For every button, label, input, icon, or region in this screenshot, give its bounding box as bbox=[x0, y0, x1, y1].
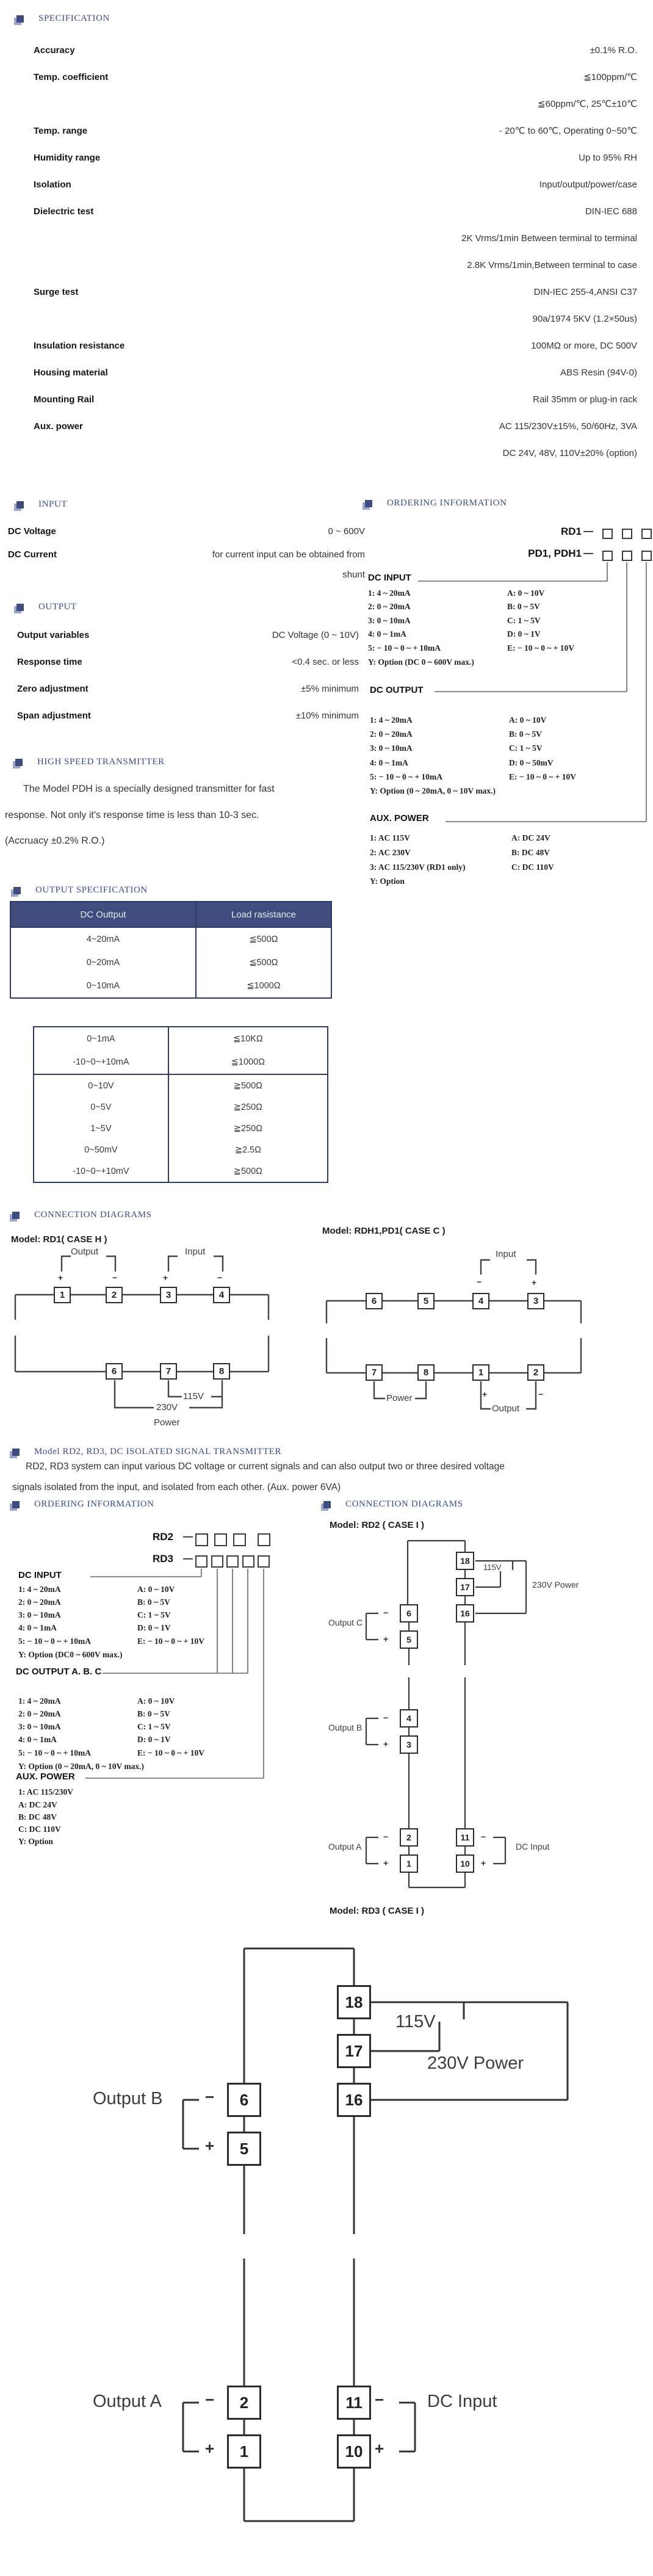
hst-paragraph-line: (Accruacy ±0.2% R.O.) bbox=[5, 836, 105, 846]
ordering-item: 3: 0 ~ 10mA bbox=[18, 1722, 61, 1731]
model-code-dash: — bbox=[583, 548, 593, 559]
minus-sign: − bbox=[477, 1277, 482, 1287]
minus-sign: − bbox=[538, 1389, 544, 1399]
ordering-item: 3: AC 115/230V (RD1 only) bbox=[370, 863, 466, 872]
spec-label: Isolation bbox=[34, 179, 71, 190]
spec-value: DIN-IEC 688 bbox=[585, 206, 637, 217]
table-row bbox=[34, 1051, 327, 1074]
spec-value: Input/output/power/case bbox=[539, 179, 637, 190]
minus-sign: − bbox=[383, 1713, 389, 1723]
terminal-box: 1 bbox=[54, 1287, 71, 1303]
voltage-label-230v: 230V bbox=[156, 1402, 178, 1413]
ordering-item: D: 0 ~ 1V bbox=[507, 629, 541, 639]
minus-sign: − bbox=[205, 2088, 215, 2106]
plus-sign: + bbox=[383, 1858, 389, 1868]
ordering-item: E: − 10 ~ 0 ~ + 10V bbox=[137, 1748, 205, 1757]
ordering-item-option: Y: Option (DC 0 ~ 600V max.) bbox=[368, 657, 474, 667]
model-code-pd1-pdh1: PD1, PDH1 bbox=[528, 548, 582, 559]
plus-sign: + bbox=[383, 1739, 389, 1749]
spec-label: Humidity range bbox=[34, 152, 101, 163]
ordering-item: D: 0 ~ 50mV bbox=[509, 758, 554, 767]
output-label: Span adjustment bbox=[17, 710, 91, 721]
ordering-item: 2: 0 ~ 20mA bbox=[18, 1597, 61, 1607]
power-label: Power bbox=[386, 1393, 413, 1403]
input-label: DC Voltage bbox=[8, 526, 56, 537]
section-title: OUTPUT bbox=[38, 602, 77, 612]
group-label-aux-power: AUX. POWER bbox=[370, 813, 429, 823]
ordering-item: 1: 4 ~ 20mA bbox=[18, 1696, 61, 1706]
output-row bbox=[0, 703, 366, 728]
section-bullet-icon bbox=[13, 887, 21, 894]
voltage-label-115v: 115V bbox=[483, 1563, 502, 1572]
hst-paragraph-line: The Model PDH is a specially designed transmitter for fast bbox=[23, 784, 275, 794]
ordering-item: C: 1 ~ 5V bbox=[137, 1610, 171, 1619]
group-label-dc-input: DC INPUT bbox=[368, 573, 411, 583]
case-c-wiring bbox=[317, 1245, 653, 1435]
table-cell: ≦10KΩ bbox=[233, 1034, 263, 1044]
spec-row bbox=[0, 225, 653, 251]
ordering-item: 5: − 10 ~ 0 ~ + 10mA bbox=[18, 1748, 92, 1757]
spec-row bbox=[0, 117, 653, 144]
input-value-wrap: shunt bbox=[342, 570, 365, 580]
minus-sign: − bbox=[217, 1273, 223, 1283]
dc-input-label: DC Input bbox=[516, 1842, 550, 1851]
output-spec-table-2 bbox=[33, 1026, 328, 1183]
section-title: INPUT bbox=[38, 499, 68, 509]
voltage-label-115v: 115V bbox=[395, 2012, 436, 2031]
model-code-dash: — bbox=[183, 1554, 193, 1564]
model-code-rd2: RD2 bbox=[153, 1531, 174, 1543]
model-code-dash: — bbox=[183, 1532, 193, 1542]
output-label: Zero adjustment bbox=[17, 683, 88, 694]
ordering-item: C: 1 ~ 5V bbox=[507, 616, 541, 625]
plus-sign: + bbox=[58, 1273, 63, 1283]
ordering-item: 2: AC 230V bbox=[370, 848, 411, 857]
terminal-box: 2 bbox=[106, 1287, 123, 1303]
table-cell: ≧250Ω bbox=[233, 1102, 262, 1112]
table-row bbox=[34, 1074, 327, 1096]
ordering-item: 4: 0 ~ 1mA bbox=[370, 758, 408, 767]
table-cell: ≦500Ω bbox=[249, 935, 278, 944]
output-label: Response time bbox=[17, 656, 82, 667]
spec-value: ±0.1% R.O. bbox=[590, 45, 637, 56]
output-bracket-label: Output bbox=[71, 1246, 99, 1257]
rd23-paragraph-line: RD2, RD3 system can input various DC voltage or current signals and can also output two or three desired voltage bbox=[26, 1461, 505, 1472]
table-cell: -10~0~+10mV bbox=[34, 1160, 169, 1182]
code-digit-box bbox=[622, 529, 632, 539]
section-header-input bbox=[16, 499, 67, 510]
terminal-box: 4 bbox=[213, 1287, 230, 1303]
section-title: ORDERING INFORMATION bbox=[34, 1499, 154, 1509]
minus-sign: − bbox=[375, 2390, 384, 2409]
ordering-item: E: − 10 ~ 0 ~ + 10V bbox=[509, 772, 577, 781]
section-title: Model RD2, RD3, DC ISOLATED SIGNAL TRANSMITTER bbox=[34, 1447, 282, 1456]
section-header-ordering-info bbox=[365, 498, 507, 508]
section-title: CONNECTION DIAGRAMS bbox=[34, 1210, 152, 1220]
table-row bbox=[11, 928, 331, 951]
section-bullet-icon bbox=[12, 1212, 20, 1219]
section-bullet-icon bbox=[323, 1501, 331, 1508]
spec-label: Surge test bbox=[34, 286, 79, 297]
section-title: ORDERING INFORMATION bbox=[387, 498, 507, 508]
ordering-item: B: DC 48V bbox=[511, 848, 550, 857]
spec-row bbox=[0, 198, 653, 225]
table-cell: ≦500Ω bbox=[249, 958, 278, 968]
table-cell: ≧2.5Ω bbox=[234, 1145, 261, 1155]
ordering-item: D: 0 ~ 1V bbox=[137, 1623, 171, 1632]
ordering-item: A: 0 ~ 10V bbox=[137, 1696, 175, 1706]
terminal-box: 18 bbox=[456, 1552, 474, 1570]
output-b-label: Output B bbox=[328, 1723, 363, 1732]
section-header-output bbox=[16, 602, 77, 612]
terminal-box: 4 bbox=[472, 1293, 489, 1309]
diagram-model-label-case-c: Model: RDH1,PD1( CASE C ) bbox=[322, 1226, 446, 1236]
table-cell: 1~5V bbox=[34, 1118, 169, 1139]
minus-sign: − bbox=[481, 1832, 486, 1842]
section-bullet-icon bbox=[12, 1501, 20, 1508]
plus-sign: + bbox=[205, 2136, 215, 2155]
section-header-connection-diagrams bbox=[12, 1210, 152, 1220]
ordering-item: A: DC 24V bbox=[511, 833, 550, 842]
table-cell: ≦1000Ω bbox=[247, 981, 281, 991]
section-title: HIGH SPEED TRANSMITTER bbox=[37, 757, 165, 767]
group-label-dc-output: DC OUTPUT bbox=[370, 685, 424, 695]
output-c-label: Output C bbox=[328, 1618, 363, 1627]
spec-label: Temp. coefficient bbox=[34, 71, 109, 82]
ordering-item-option: Y: Option (0 ~ 20mA, 0 ~ 10V max.) bbox=[370, 786, 496, 795]
spec-row bbox=[0, 144, 653, 171]
output-label: Output variables bbox=[17, 629, 90, 640]
ordering-item: 5: − 10 ~ 0 ~ + 10mA bbox=[368, 643, 441, 653]
terminal-box: 1 bbox=[400, 1854, 418, 1873]
terminal-box: 4 bbox=[400, 1709, 418, 1728]
terminal-box: 3 bbox=[160, 1287, 177, 1303]
table-row bbox=[34, 1027, 327, 1051]
table-cell: -10~0~+10mA bbox=[34, 1051, 169, 1074]
output-spec-table-1 bbox=[10, 901, 332, 999]
spec-value: 100MΩ or more, DC 500V bbox=[531, 340, 637, 351]
spec-row bbox=[0, 171, 653, 198]
ordering-item: 2: 0 ~ 20mA bbox=[370, 729, 413, 739]
section-bullet-icon bbox=[12, 1449, 20, 1456]
ordering-item: 2: 0 ~ 20mA bbox=[18, 1709, 61, 1718]
ordering-item-option: Y: Option (0 ~ 20mA, 0 ~ 10V max.) bbox=[18, 1762, 145, 1771]
model-code-dash: — bbox=[583, 526, 593, 537]
ordering-item: C: 1 ~ 5V bbox=[137, 1722, 171, 1731]
spec-value: Rail 35mm or plug-in rack bbox=[533, 394, 637, 405]
table-cell: ≦1000Ω bbox=[231, 1057, 265, 1067]
terminal-box: 5 bbox=[227, 2132, 261, 2166]
terminal-box: 11 bbox=[337, 2386, 371, 2420]
spec-row bbox=[0, 386, 653, 413]
ordering-item: C: 1 ~ 5V bbox=[509, 743, 543, 753]
table-row bbox=[34, 1139, 327, 1160]
minus-sign: − bbox=[112, 1273, 118, 1283]
spec-label: Housing material bbox=[34, 367, 108, 378]
ordering-item: B: 0 ~ 5V bbox=[137, 1709, 170, 1718]
terminal-box: 8 bbox=[417, 1364, 435, 1381]
diagram-model-label-case-h: Model: RD1( CASE H ) bbox=[11, 1234, 107, 1245]
spec-label: Aux. power bbox=[34, 421, 83, 432]
code-digit-box bbox=[602, 529, 613, 539]
ordering-item: E: − 10 ~ 0 ~ + 10V bbox=[507, 643, 575, 653]
ordering-item: 1: 4 ~ 20mA bbox=[368, 588, 411, 598]
ordering-item: 5: − 10 ~ 0 ~ + 10mA bbox=[370, 772, 443, 781]
section-bullet-icon bbox=[16, 15, 24, 23]
table-cell: ≧250Ω bbox=[233, 1123, 262, 1134]
terminal-box: 7 bbox=[160, 1363, 177, 1380]
spec-row bbox=[0, 413, 653, 440]
spec-value: ABS Resin (94V-0) bbox=[560, 367, 637, 378]
terminal-box: 2 bbox=[227, 2386, 261, 2420]
terminal-box: 17 bbox=[337, 2034, 371, 2068]
ordering-item: Y: Option bbox=[18, 1837, 53, 1846]
spec-row bbox=[0, 332, 653, 359]
input-value: for current input can be obtained from bbox=[212, 549, 365, 560]
ordering-item: 2: 0 ~ 20mA bbox=[368, 602, 411, 611]
ordering-item: 4: 0 ~ 1mA bbox=[368, 629, 406, 639]
output-value: <0.4 sec. or less bbox=[292, 656, 359, 667]
ordering-item: 3: 0 ~ 10mA bbox=[370, 743, 413, 753]
table-cell: 0~50mV bbox=[34, 1139, 169, 1160]
plus-sign: + bbox=[383, 1634, 389, 1644]
spec-value: ≦100ppm/℃ bbox=[583, 72, 637, 82]
terminal-box: 3 bbox=[527, 1293, 544, 1309]
section-bullet-icon bbox=[16, 501, 24, 508]
hst-paragraph-line: response. Not only it's response time is less than 10-3 sec. bbox=[5, 810, 259, 820]
ordering-item: D: 0 ~ 1V bbox=[137, 1735, 171, 1744]
input-bracket-label: Input bbox=[496, 1249, 516, 1259]
output-value: ±10% minimum bbox=[295, 710, 359, 721]
ordering-item-option: Y: Option bbox=[370, 877, 405, 886]
spec-row bbox=[0, 305, 653, 332]
table-header-row bbox=[11, 902, 331, 928]
ordering-item: A: 0 ~ 10V bbox=[507, 588, 545, 598]
ordering-item: A: 0 ~ 10V bbox=[509, 715, 547, 725]
output-bracket-label: Output bbox=[492, 1403, 520, 1414]
output-a-label: Output A bbox=[328, 1842, 362, 1851]
terminal-box: 2 bbox=[527, 1364, 544, 1381]
ordering-item: 3: 0 ~ 10mA bbox=[18, 1610, 61, 1619]
voltage-label-230v-power: 230V Power bbox=[532, 1580, 579, 1590]
table-row bbox=[11, 974, 331, 997]
section-title: CONNECTION DIAGRAMS bbox=[345, 1499, 463, 1509]
spec-row bbox=[0, 359, 653, 386]
ordering-item: A: 0 ~ 10V bbox=[137, 1585, 175, 1594]
voltage-label-115v: 115V bbox=[183, 1391, 204, 1402]
ordering-item: 1: 4 ~ 20mA bbox=[18, 1585, 61, 1594]
spec-row bbox=[0, 440, 653, 466]
ordering-item: 4: 0 ~ 1mA bbox=[18, 1623, 57, 1632]
diagram-model-label-rd2: Model: RD2 ( CASE I ) bbox=[330, 1520, 425, 1530]
output-row bbox=[0, 649, 366, 674]
spec-value: AC 115/230V±15%, 50/60Hz, 3VA bbox=[499, 421, 637, 432]
plus-sign: + bbox=[205, 2439, 215, 2458]
group-label-aux-power: AUX. POWER bbox=[16, 1771, 75, 1782]
spec-label: Temp. range bbox=[34, 125, 88, 136]
spec-row bbox=[0, 63, 653, 90]
group-label-dc-output-abc: DC OUTPUT A. B. C bbox=[16, 1666, 102, 1677]
code-digit-box bbox=[641, 529, 652, 539]
input-label: DC Current bbox=[8, 549, 57, 560]
terminal-box: 16 bbox=[456, 1604, 474, 1623]
table-row bbox=[34, 1096, 327, 1118]
section-header-high-speed-transmitter bbox=[15, 757, 165, 767]
plus-sign: + bbox=[481, 1858, 486, 1868]
spec-value: DIN-IEC 255-4,ANSI C37 bbox=[533, 286, 637, 297]
output-row bbox=[0, 676, 366, 701]
spec-row bbox=[0, 90, 653, 117]
table-cell: 0~5V bbox=[34, 1096, 169, 1118]
terminal-box: 6 bbox=[227, 2083, 261, 2117]
spec-label: Mounting Rail bbox=[34, 394, 95, 405]
spec-value: 2.8K Vrms/1min,Between terminal to case bbox=[467, 259, 637, 270]
diagram-model-label-rd3: Model: RD3 ( CASE I ) bbox=[330, 1906, 425, 1916]
spec-value: Up to 95% RH bbox=[579, 152, 637, 163]
spec-value: 90a/1974 5KV (1.2×50us) bbox=[532, 313, 637, 324]
table-header-cell: DC Outtput bbox=[11, 902, 197, 927]
spec-label: Dielectric test bbox=[34, 206, 94, 217]
section-bullet-icon bbox=[16, 604, 24, 611]
output-value: DC Voltage (0 ~ 10V) bbox=[272, 629, 359, 640]
ordering-item: 1: AC 115/230V bbox=[18, 1787, 74, 1796]
section-bullet-icon bbox=[365, 500, 372, 507]
ordering-item: A: DC 24V bbox=[18, 1800, 57, 1809]
ordering-item: C: DC 110V bbox=[511, 863, 554, 872]
specification-rows bbox=[0, 37, 653, 466]
terminal-box: 6 bbox=[366, 1293, 383, 1309]
terminal-box: 5 bbox=[400, 1630, 418, 1649]
minus-sign: − bbox=[383, 1832, 389, 1842]
rd23-paragraph-line: signals isolated from the input, and isolated from each other. (Aux. power 6VA) bbox=[12, 1482, 341, 1492]
ordering-item: 5: − 10 ~ 0 ~ + 10mA bbox=[18, 1637, 92, 1646]
ordering-item: 1: 4 ~ 20mA bbox=[370, 715, 413, 725]
section-header-connection-diagrams-2 bbox=[323, 1499, 463, 1510]
terminal-box: 11 bbox=[456, 1828, 474, 1847]
table-cell: 0~20mA bbox=[11, 951, 197, 974]
spec-value: 2K Vrms/1min Between terminal to terminal bbox=[461, 233, 637, 244]
input-bracket-label: Input bbox=[185, 1246, 206, 1257]
ordering-item: B: DC 48V bbox=[18, 1812, 57, 1822]
ordering-item: 3: 0 ~ 10mA bbox=[368, 616, 411, 625]
input-row bbox=[0, 521, 366, 541]
output-value: ±5% minimum bbox=[301, 683, 359, 694]
dc-input-label: DC Input bbox=[427, 2392, 497, 2411]
output-row bbox=[0, 623, 366, 647]
minus-sign: − bbox=[205, 2390, 215, 2409]
power-label: Power bbox=[154, 1417, 180, 1428]
table-row bbox=[34, 1160, 327, 1182]
terminal-box: 16 bbox=[337, 2083, 371, 2117]
ordering-item: B: 0 ~ 5V bbox=[509, 729, 542, 739]
terminal-box: 2 bbox=[400, 1828, 418, 1847]
ordering-item: C: DC 110V bbox=[18, 1825, 61, 1834]
terminal-box: 6 bbox=[400, 1604, 418, 1623]
table-cell: 4~20mA bbox=[11, 928, 197, 951]
ordering-item: B: 0 ~ 5V bbox=[137, 1597, 170, 1607]
terminal-box: 1 bbox=[227, 2434, 261, 2469]
spec-value: - 20℃ to 60℃, Operating 0~50℃ bbox=[499, 126, 637, 136]
ordering-item: E: − 10 ~ 0 ~ + 10V bbox=[137, 1637, 205, 1646]
terminal-box: 10 bbox=[337, 2434, 371, 2469]
table-row bbox=[11, 951, 331, 974]
spec-label: Insulation resistance bbox=[34, 340, 125, 351]
ordering-item: B: 0 ~ 5V bbox=[507, 602, 540, 611]
section-header-output-specification bbox=[13, 885, 148, 895]
plus-sign: + bbox=[163, 1273, 168, 1283]
table-row bbox=[34, 1118, 327, 1139]
terminal-box: 5 bbox=[417, 1293, 435, 1309]
terminal-box: 17 bbox=[456, 1578, 474, 1596]
section-header-specification bbox=[16, 13, 110, 24]
spec-label: Accuracy bbox=[34, 45, 75, 56]
section-header-ordering-info-2 bbox=[12, 1499, 154, 1510]
ordering-item: 1: AC 115V bbox=[370, 833, 411, 842]
terminal-box: 1 bbox=[472, 1364, 489, 1381]
table-cell: ≧500Ω bbox=[233, 1080, 262, 1091]
terminal-box: 10 bbox=[456, 1854, 474, 1873]
table-cell: 0~10mA bbox=[11, 974, 197, 997]
minus-sign: − bbox=[383, 1608, 389, 1618]
terminal-box: 8 bbox=[213, 1363, 230, 1380]
section-header-rd2-rd3 bbox=[12, 1447, 281, 1457]
spec-row bbox=[0, 251, 653, 278]
ordering-item-option: Y: Option (DC0 ~ 600V max.) bbox=[18, 1650, 123, 1659]
model-code-rd3: RD3 bbox=[153, 1553, 174, 1565]
spec-value: ≦60ppm/℃, 25℃±10℃ bbox=[537, 99, 637, 109]
terminal-box: 3 bbox=[400, 1735, 418, 1754]
plus-sign: + bbox=[482, 1389, 488, 1399]
spec-row bbox=[0, 37, 653, 63]
plus-sign: + bbox=[532, 1278, 537, 1287]
spec-value: DC 24V, 48V, 110V±20% (option) bbox=[502, 447, 637, 458]
section-title: SPECIFICATION bbox=[38, 13, 110, 23]
output-a-label: Output A bbox=[93, 2392, 162, 2411]
table-cell: 0~10V bbox=[34, 1075, 169, 1096]
group-label-dc-input: DC INPUT bbox=[18, 1570, 62, 1580]
terminal-box: 6 bbox=[106, 1363, 123, 1380]
input-row bbox=[0, 544, 366, 565]
section-bullet-icon bbox=[15, 759, 23, 766]
table-header-cell: Load rasistance bbox=[231, 909, 296, 920]
voltage-label-230v-power: 230V Power bbox=[427, 2053, 524, 2073]
input-value: 0 ~ 600V bbox=[328, 526, 365, 537]
terminal-box: 7 bbox=[366, 1364, 383, 1381]
rd3-wiring bbox=[0, 1929, 653, 2576]
spec-row bbox=[0, 278, 653, 305]
output-b-label: Output B bbox=[93, 2089, 163, 2108]
terminal-box: 18 bbox=[337, 1985, 371, 2019]
plus-sign: + bbox=[375, 2439, 384, 2458]
ordering-item: 4: 0 ~ 1mA bbox=[18, 1735, 57, 1744]
model-code-rd1: RD1 bbox=[560, 526, 582, 537]
table-cell: 0~1mA bbox=[34, 1027, 169, 1051]
section-title: OUTPUT SPECIFICATION bbox=[35, 885, 148, 895]
table-cell: ≧500Ω bbox=[233, 1166, 262, 1176]
